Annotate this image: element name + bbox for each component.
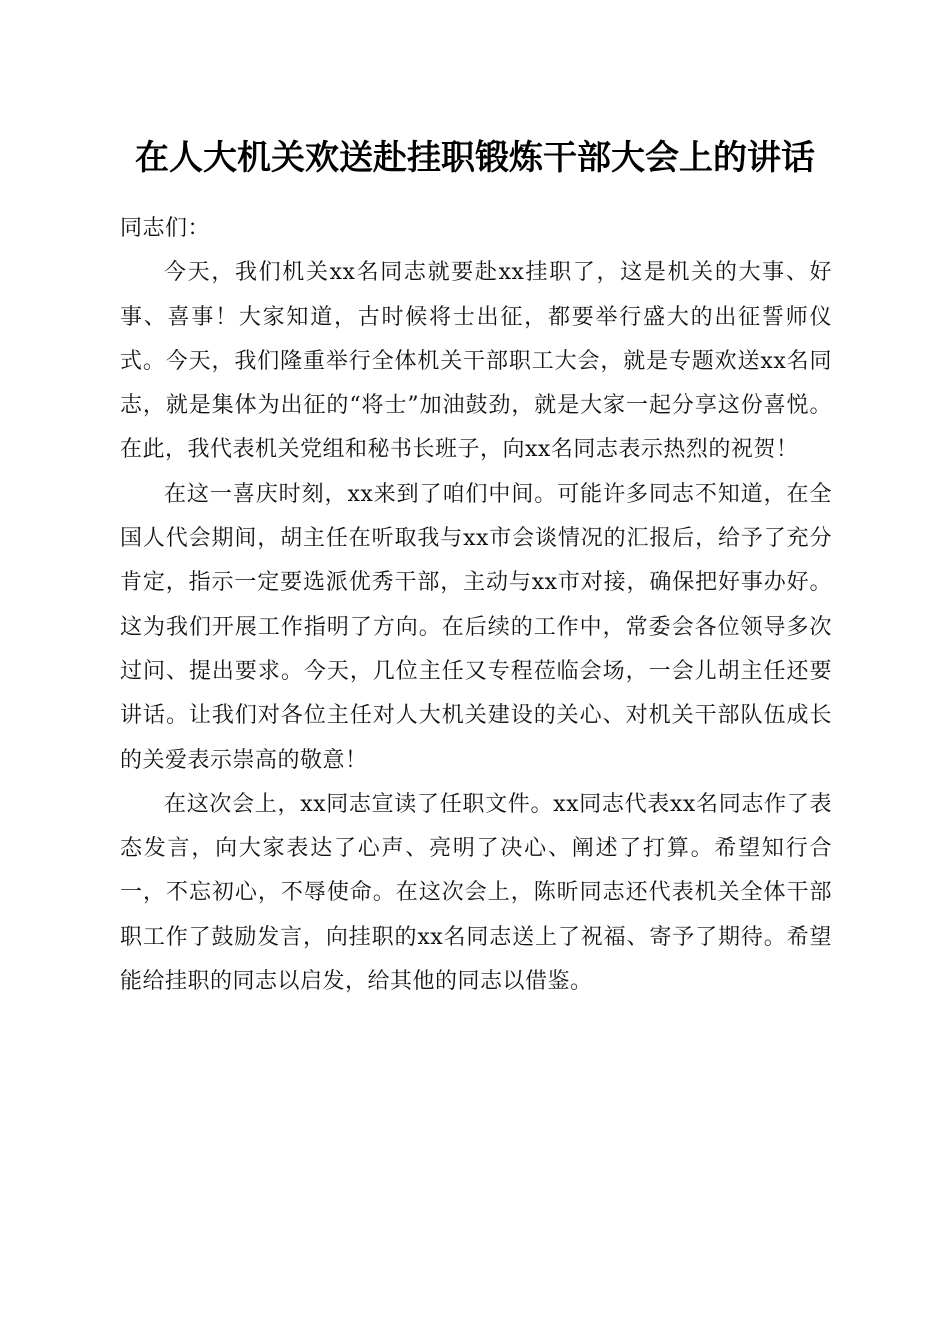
- paragraph-3: 在这次会上，xx同志宣读了任职文件。xx同志代表xx名同志作了表态发言，向大家表达了心声、亮明了决心、阐述了打算。希望知行合一，不忘初心，不辱使命。在这次会上，陈昕同志还代表机关全体干部职工作了鼓励发言，向挂职的xx名同志送上了祝福、寄予了期待。希望能给挂职的同志以启发，给其他的同志以借鉴。: [120, 791, 832, 995]
- paragraph-1: 今天，我们机关xx名同志就要赴xx挂职了，这是机关的大事、好事、喜事！大家知道，古时候将士出征，都要举行盛大的出征誓师仪式。今天，我们隆重举行全体机关干部职工大会，就是专题欢送xx名同志，就是集体为出征的“将士”加油鼓劲，就是大家一起分享这份喜悦。在此，我代表机关党组和秘书长班子，向xx名同志表示热烈的祝贺！: [120, 260, 832, 463]
- document-body: [120, 207, 832, 1004]
- document-title: 在人大机关欢送赴挂职锻炼干部大会上的讲话: [135, 138, 815, 178]
- paragraph-2: 在这一喜庆时刻，xx来到了咱们中间。可能许多同志不知道，在全国人代会期间，胡主任在听取我与xx市会谈情况的汇报后，给予了充分肯定，指示一定要选派优秀干部，主动与xx市对接，确保把好事办好。这为我们开展工作指明了方向。在后续的工作中，常委会各位领导多次过问、提出要求。今天，几位主任又专程莅临会场，一会儿胡主任还要讲话。让我们对各位主任对人大机关建设的关心、对机关干部队伍成长的关爱表示崇高的敬意！: [120, 481, 832, 773]
- salutation: 同志们：: [120, 216, 211, 241]
